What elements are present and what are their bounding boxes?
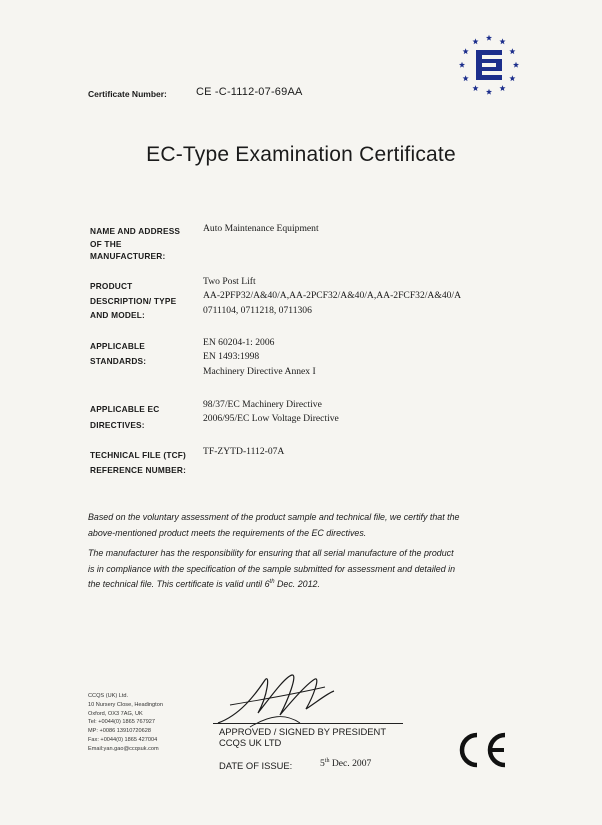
certificate-number-label: Certificate Number: (88, 89, 167, 99)
validity-text: the technical file. This certificate is valid until 6 (88, 579, 270, 589)
approved-by-text: APPROVED / SIGNED BY PRESIDENT (219, 726, 387, 737)
issue-month-year: Dec. 2007 (329, 758, 372, 769)
star-icon (499, 85, 505, 91)
standards-value-line: EN 60204-1: 2006 (203, 337, 275, 348)
paragraph-line: The manufacturer has the responsibility for ensuring that all serial manufacture of the product (88, 548, 454, 558)
technical-file-value (203, 445, 284, 459)
paragraph-line (88, 577, 518, 593)
manufacturer-label-line: OF THE (90, 238, 122, 249)
technical-file-label (90, 448, 186, 478)
address-line: Tel: +0044(0) 1865 767927 (88, 719, 156, 726)
product-value-line: 0711104, 0711218, 0711306 (203, 304, 312, 316)
page-title: EC-Type Examination Certificate (146, 143, 456, 166)
directives-label-line: APPLICABLE EC (90, 404, 160, 414)
address-line: MP: +0086 13910720628 (88, 728, 151, 735)
paragraph-line: is in compliance with the specification of the sample submitted for assessment and detailed in (88, 563, 456, 574)
directives-label-line: DIRECTIVES: (90, 420, 145, 430)
handwritten-signature (210, 665, 340, 735)
issuer-name: CCQS UK LTD (219, 737, 282, 748)
issuer-address (88, 692, 163, 754)
star-icon (486, 35, 492, 41)
product-label-line: DESCRIPTION/ TYPE (90, 295, 177, 306)
directives-label (90, 401, 159, 433)
star-icon (472, 85, 478, 91)
standards-label (90, 339, 146, 368)
ec-stars-logo (456, 32, 522, 98)
product-value-line: AA-2PFP32/A&40/A,AA-2PCF32/A&40/A,AA-2FCF32/A&40/A (203, 290, 462, 302)
star-icon (509, 48, 515, 54)
standards-value (203, 336, 316, 379)
standards-label-line: STANDARDS: (90, 355, 147, 366)
certificate-number-value: CE -C-1112-07-69AA (196, 86, 303, 98)
standards-label-line: APPLICABLE (90, 341, 146, 351)
ce-mark-icon (455, 731, 509, 769)
product-value-line: Two Post Lift (203, 276, 256, 287)
date-of-issue-value (320, 758, 371, 769)
responsibility-paragraph (88, 546, 518, 593)
star-icon (472, 38, 478, 44)
manufacturer-value-line: Auto Maintenance Equipment (203, 223, 319, 234)
star-icon (509, 75, 515, 81)
product-label-line: PRODUCT (90, 281, 133, 291)
address-line: 10 Nursery Close, Headington (88, 701, 163, 708)
directives-value-line: 2006/95/EC Low Voltage Directive (203, 413, 339, 425)
paragraph-line: Based on the voluntary assessment of the product sample and technical file, we certify that the (88, 512, 460, 522)
standards-value-line: Machinery Directive Annex I (203, 365, 316, 377)
technical-file-label-line: TECHNICAL FILE (TCF) (90, 450, 187, 460)
directives-value (203, 398, 339, 427)
star-icon (459, 62, 465, 68)
certification-paragraph (88, 510, 518, 541)
manufacturer-label-line: MANUFACTURER: (90, 251, 166, 261)
address-line: Email:yan.gao@ccqsuk.com (88, 745, 159, 752)
address-line: Oxford, OX3 7AG, UK (88, 710, 143, 717)
technical-file-value-line: TF-ZYTD-1112-07A (203, 446, 285, 457)
star-icon (499, 38, 505, 44)
directives-value-line: 98/37/EC Machinery Directive (203, 399, 322, 410)
paragraph-line: above-mentioned product meets the requirements of the EC directives. (88, 527, 367, 538)
standards-value-line: EN 1493:1998 (203, 351, 260, 363)
manufacturer-label-line: NAME AND ADDRESS (90, 226, 181, 236)
star-icon (486, 89, 492, 95)
manufacturer-label (90, 225, 180, 263)
validity-date-text: Dec. 2012. (274, 579, 320, 589)
star-icon (463, 75, 469, 81)
address-line: Fax: +0044(0) 1865 427004 (88, 736, 158, 743)
star-icon (463, 48, 469, 54)
product-label-line: AND MODEL: (90, 310, 146, 320)
approval-block (219, 726, 386, 748)
address-line: CCQS (UK) Ltd. (88, 693, 129, 699)
product-label (90, 279, 176, 323)
technical-file-label-line: REFERENCE NUMBER: (90, 465, 187, 475)
signature-line (213, 723, 403, 724)
ordinal-suffix: th (269, 579, 275, 586)
star-icon (513, 62, 519, 68)
ordinal-suffix: th (324, 757, 330, 764)
product-value (203, 275, 461, 318)
issue-day: 5 (320, 758, 325, 769)
manufacturer-value (203, 222, 319, 236)
date-of-issue-label: DATE OF ISSUE: (219, 760, 293, 771)
